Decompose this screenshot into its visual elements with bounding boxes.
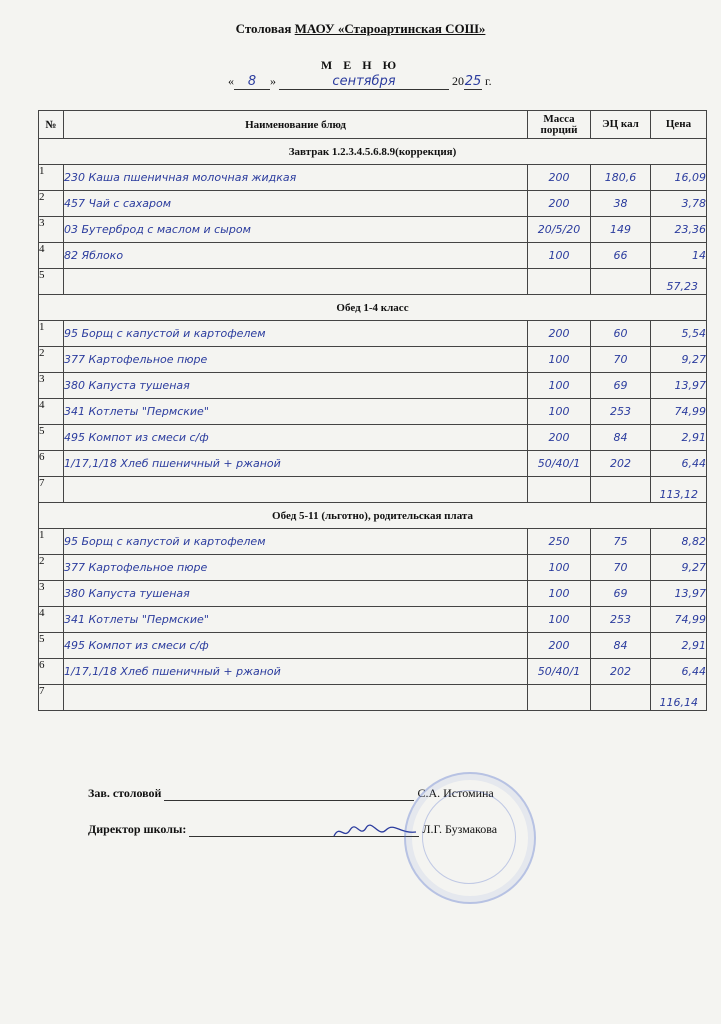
portion-mass: 100 <box>528 581 591 607</box>
date-day: 8 <box>247 74 257 89</box>
table-row <box>39 165 707 191</box>
table-row <box>39 555 707 581</box>
portion-mass: 50/40/1 <box>528 659 591 685</box>
portion-mass: 100 <box>528 555 591 581</box>
row-number: 1 <box>39 165 64 191</box>
price: 2,91 <box>651 633 707 659</box>
energy-kcal: 75 <box>591 529 651 555</box>
dish-name: 341 Котлеты "Пермские" <box>64 399 528 425</box>
price: 9,27 <box>651 347 707 373</box>
energy-kcal <box>591 477 651 503</box>
portion-mass: 100 <box>528 347 591 373</box>
canteen-name: С.А. Истомина <box>417 786 494 800</box>
date-month: сентября <box>332 74 396 89</box>
energy-kcal: 60 <box>591 321 651 347</box>
row-number: 4 <box>39 243 64 269</box>
price: 8,82 <box>651 529 707 555</box>
portion-mass: 250 <box>528 529 591 555</box>
price <box>651 477 707 503</box>
energy-kcal: 253 <box>591 399 651 425</box>
section-header-row <box>39 503 707 529</box>
section-total: 113,12 <box>659 488 698 501</box>
dish-name: 380 Капуста тушеная <box>64 581 528 607</box>
portion-mass: 200 <box>528 165 591 191</box>
dish-name: 377 Картофельное пюре <box>64 555 528 581</box>
section-header-row <box>39 139 707 165</box>
energy-kcal: 38 <box>591 191 651 217</box>
canteen-sign-underline <box>164 800 414 801</box>
price: 6,44 <box>651 451 707 477</box>
portion-mass: 200 <box>528 191 591 217</box>
energy-kcal: 149 <box>591 217 651 243</box>
energy-kcal: 84 <box>591 425 651 451</box>
price: 2,91 <box>651 425 707 451</box>
energy-kcal: 70 <box>591 347 651 373</box>
energy-kcal: 180,6 <box>591 165 651 191</box>
date-quote-close: » <box>270 74 276 88</box>
table-row <box>39 529 707 555</box>
col-kcal-header: ЭЦ кал <box>591 111 651 139</box>
row-number: 4 <box>39 399 64 425</box>
col-mass-header: Масса порций <box>528 111 591 139</box>
table-row <box>39 373 707 399</box>
col-price-header: Цена <box>651 111 707 139</box>
portion-mass <box>528 685 591 711</box>
price: 74,99 <box>651 399 707 425</box>
row-number: 5 <box>39 425 64 451</box>
table-row <box>39 451 707 477</box>
price: 16,09 <box>651 165 707 191</box>
row-number: 6 <box>39 659 64 685</box>
price: 74,99 <box>651 607 707 633</box>
table-row <box>39 191 707 217</box>
table-row <box>39 607 707 633</box>
section-title: Завтрак 1.2.3.4.5.6.8.9(коррекция) <box>39 139 707 165</box>
dish-name: 495 Компот из смеси с/ф <box>64 425 528 451</box>
dish-name <box>64 685 528 711</box>
table-row <box>39 633 707 659</box>
row-number: 6 <box>39 451 64 477</box>
price: 9,27 <box>651 555 707 581</box>
dish-name: 82 Яблоко <box>64 243 528 269</box>
energy-kcal: 69 <box>591 581 651 607</box>
portion-mass: 100 <box>528 399 591 425</box>
price: 14 <box>651 243 707 269</box>
row-number: 3 <box>39 217 64 243</box>
energy-kcal: 202 <box>591 451 651 477</box>
table-row <box>39 243 707 269</box>
energy-kcal: 84 <box>591 633 651 659</box>
dish-name: 380 Капуста тушеная <box>64 373 528 399</box>
price: 5,54 <box>651 321 707 347</box>
energy-kcal: 253 <box>591 607 651 633</box>
row-number: 3 <box>39 373 64 399</box>
portion-mass: 20/5/20 <box>528 217 591 243</box>
dish-name: 457 Чай с сахаром <box>64 191 528 217</box>
section-title: Обед 1-4 класс <box>39 295 707 321</box>
price: 13,97 <box>651 373 707 399</box>
dish-name: 03 Бутерброд с маслом и сыром <box>64 217 528 243</box>
portion-mass: 200 <box>528 633 591 659</box>
row-number: 5 <box>39 633 64 659</box>
price: 13,97 <box>651 581 707 607</box>
section-total: 57,23 <box>666 280 698 293</box>
portion-mass <box>528 269 591 295</box>
table-row <box>39 425 707 451</box>
dish-name: 495 Компот из смеси с/ф <box>64 633 528 659</box>
dish-name: 1/17,1/18 Хлеб пшеничный + ржаной <box>64 659 528 685</box>
table-row <box>39 399 707 425</box>
price: 23,36 <box>651 217 707 243</box>
table-row <box>39 581 707 607</box>
energy-kcal <box>591 269 651 295</box>
table-row <box>39 477 707 503</box>
table-header-row <box>39 111 707 139</box>
row-number: 4 <box>39 607 64 633</box>
energy-kcal: 70 <box>591 555 651 581</box>
table-row <box>39 685 707 711</box>
energy-kcal: 69 <box>591 373 651 399</box>
year-suffix: г. <box>482 74 492 88</box>
row-number: 5 <box>39 269 64 295</box>
portion-mass: 200 <box>528 425 591 451</box>
section-title: Обед 5-11 (льготно), родительская плата <box>39 503 707 529</box>
canteen-label: Зав. столовой <box>88 786 162 800</box>
row-number: 1 <box>39 321 64 347</box>
director-label: Директор школы: <box>88 822 187 836</box>
dish-name: 1/17,1/18 Хлеб пшеничный + ржаной <box>64 451 528 477</box>
price: 6,44 <box>651 659 707 685</box>
document-header <box>0 21 721 37</box>
price: 3,78 <box>651 191 707 217</box>
dish-name: 377 Картофельное пюре <box>64 347 528 373</box>
table-row <box>39 217 707 243</box>
portion-mass: 50/40/1 <box>528 451 591 477</box>
director-name: Л.Г. Бузмакова <box>422 822 498 836</box>
price <box>651 685 707 711</box>
dish-name: 230 Каша пшеничная молочная жидкая <box>64 165 528 191</box>
price <box>651 269 707 295</box>
row-number: 2 <box>39 191 64 217</box>
dish-name: 341 Котлеты "Пермские" <box>64 607 528 633</box>
menu-table <box>38 110 707 711</box>
portion-mass: 100 <box>528 607 591 633</box>
school-stamp <box>404 772 536 904</box>
row-number: 1 <box>39 529 64 555</box>
table-row <box>39 347 707 373</box>
menu-title: М Е Н Ю <box>320 58 401 72</box>
table-row <box>39 321 707 347</box>
dish-name <box>64 477 528 503</box>
row-number: 7 <box>39 477 64 503</box>
menu-body <box>39 139 707 711</box>
portion-mass: 100 <box>528 373 591 399</box>
dish-name: 95 Борщ с капустой и картофелем <box>64 321 528 347</box>
col-dish-header: Наименование блюд <box>64 111 528 139</box>
dish-name <box>64 269 528 295</box>
portion-mass: 200 <box>528 321 591 347</box>
portion-mass: 100 <box>528 243 591 269</box>
col-num-header: № <box>39 111 64 139</box>
section-header-row <box>39 295 707 321</box>
portion-mass <box>528 477 591 503</box>
date-year: 25 <box>464 74 482 89</box>
year-prefix: 20 <box>452 74 464 88</box>
table-row <box>39 659 707 685</box>
row-number: 7 <box>39 685 64 711</box>
school-name: МАОУ «Староартинская СОШ» <box>294 21 486 36</box>
row-number: 2 <box>39 347 64 373</box>
energy-kcal <box>591 685 651 711</box>
energy-kcal: 66 <box>591 243 651 269</box>
table-row <box>39 269 707 295</box>
header-prefix: Столовая <box>235 21 295 36</box>
row-number: 2 <box>39 555 64 581</box>
dish-name: 95 Борщ с капустой и картофелем <box>64 529 528 555</box>
energy-kcal: 202 <box>591 659 651 685</box>
row-number: 3 <box>39 581 64 607</box>
date-quote-open: « <box>228 74 234 88</box>
date-line <box>228 74 492 90</box>
section-total: 116,14 <box>659 696 698 709</box>
